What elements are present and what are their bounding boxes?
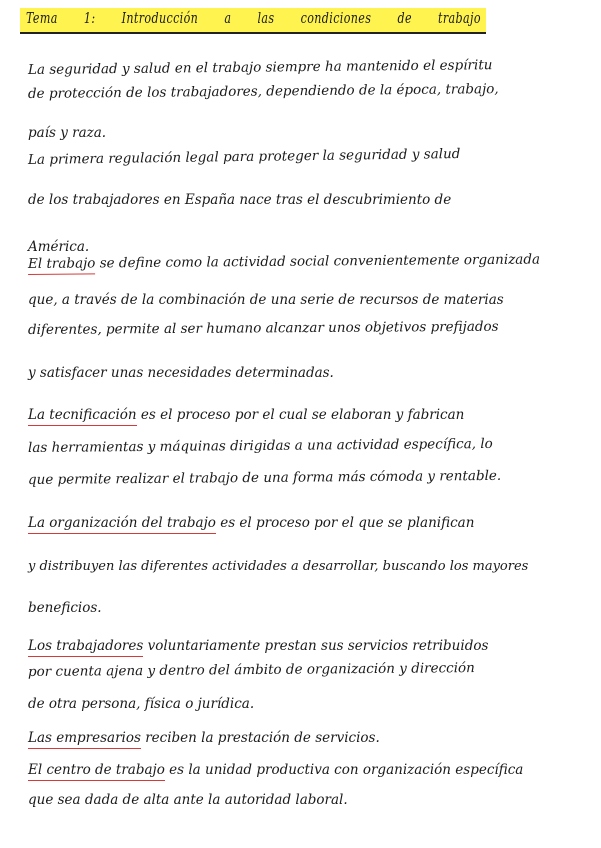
definition-text: reciben la prestación de servicios. xyxy=(140,730,380,746)
term-la-organizacion-del-trabajo: La organización del trabajo xyxy=(28,515,216,534)
term-las-empresarios: Las empresarios xyxy=(28,730,141,749)
definition-text: es la unidad productiva con organización específica xyxy=(164,762,524,778)
text-line: y distribuyen las diferentes actividades a desarrollar, buscando los mayores xyxy=(28,559,529,574)
text-line: beneficios. xyxy=(28,600,102,616)
text-line: que, a través de la combinación de una serie de recursos de materias xyxy=(28,292,504,308)
text-line: La seguridad y salud en el trabajo siempre ha mantenido el espíritu xyxy=(27,57,493,78)
definition-line xyxy=(28,638,488,654)
definition-text: se define como la actividad social convenientemente organizada xyxy=(95,251,541,272)
term-la-tecnificacion: La tecnificación xyxy=(28,407,137,426)
text-line: país y raza. xyxy=(28,125,107,141)
page-title: Tema 1: Introducción a las condiciones de trabajo xyxy=(26,9,481,27)
definition-line xyxy=(28,762,523,778)
text-line: que sea dada de alta ante la autoridad laboral. xyxy=(28,792,348,808)
text-line: y satisfacer unas necesidades determinadas. xyxy=(28,365,334,381)
definition-line xyxy=(28,730,380,746)
term-el-centro-de-trabajo: El centro de trabajo xyxy=(28,762,165,781)
text-line: de protección de los trabajadores, dependiendo de la época, trabajo, xyxy=(27,81,499,102)
definition-text: voluntariamente prestan sus servicios retribuidos xyxy=(143,638,489,654)
text-line: de los trabajadores en España nace tras el descubrimiento de xyxy=(28,192,452,208)
term-los-trabajadores: Los trabajadores xyxy=(28,638,143,657)
text-line: América. xyxy=(28,239,90,255)
definition-line xyxy=(28,407,464,423)
text-line: por cuenta ajena y dentro del ámbito de organización y dirección xyxy=(27,660,475,680)
text-line: de otra persona, física o jurídica. xyxy=(28,696,255,712)
term-el-trabajo: El trabajo xyxy=(28,255,96,275)
definition-text: es el proceso por el cual se elaboran y fabrican xyxy=(136,407,465,423)
text-line: La primera regulación legal para proteger la seguridad y salud xyxy=(27,145,461,168)
definition-text: es el proceso por el que se planifican xyxy=(215,515,475,531)
text-line: diferentes, permite al ser humano alcanzar unos objetivos prefijados xyxy=(27,318,499,338)
definition-line xyxy=(28,515,474,531)
text-line: que permite realizar el trabajo de una forma más cómoda y rentable. xyxy=(27,467,502,488)
text-line: las herramientas y máquinas dirigidas a una actividad específica, lo xyxy=(27,435,493,456)
definition-line xyxy=(28,252,540,272)
